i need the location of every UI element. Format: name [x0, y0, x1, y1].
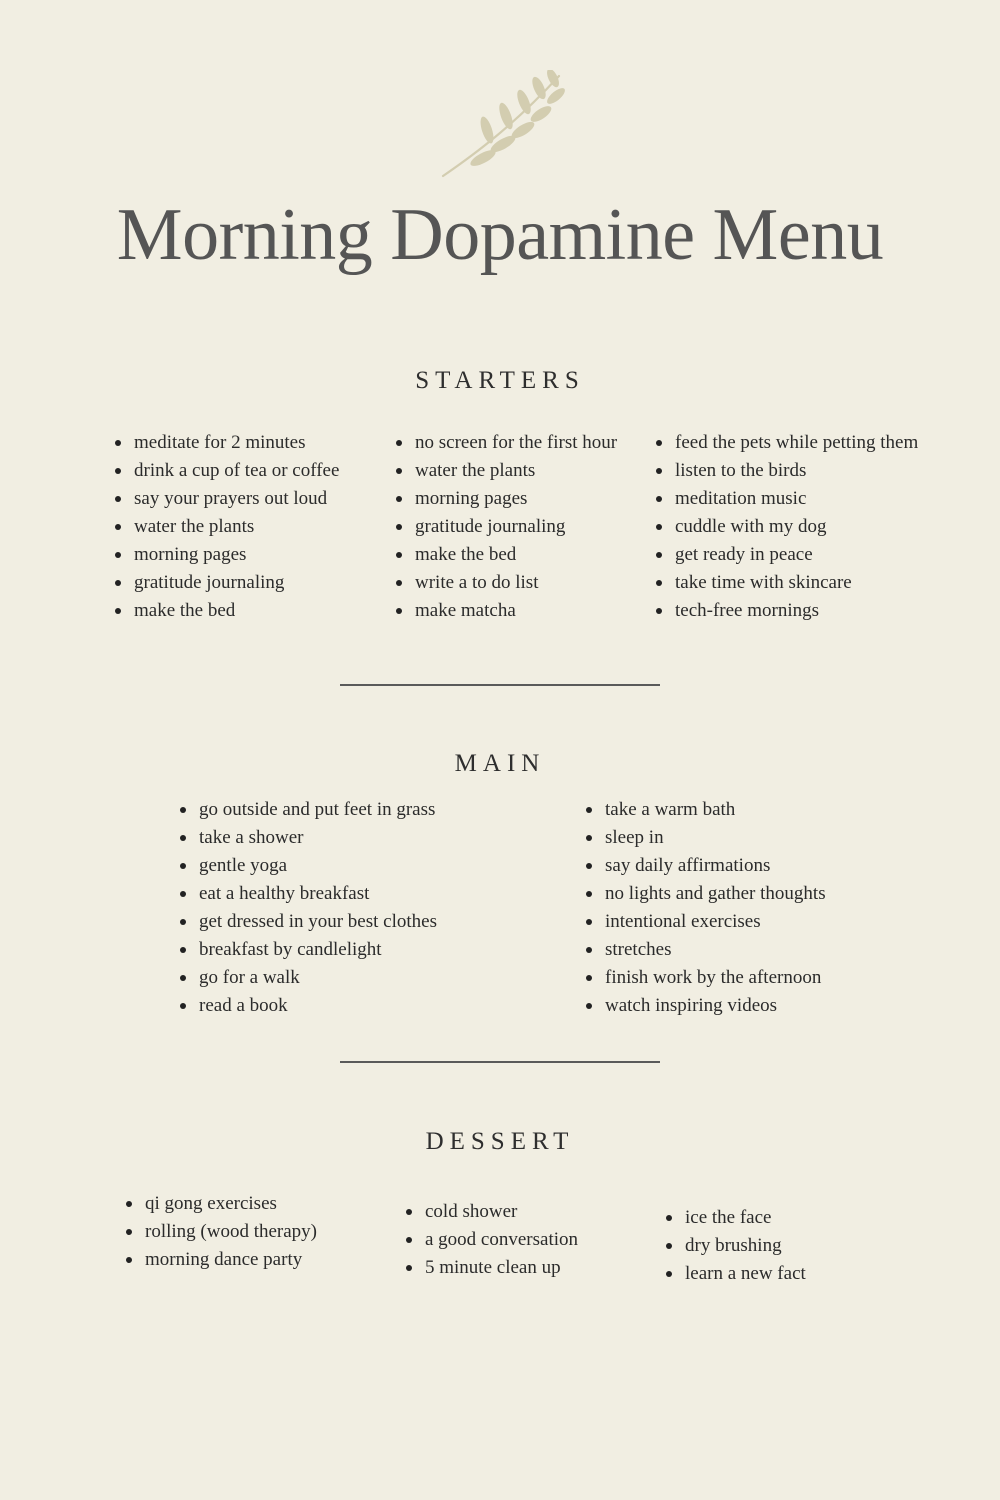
starters-list: [115, 429, 339, 625]
bullet-icon: [656, 440, 662, 446]
list-item: [180, 880, 437, 908]
list-item: [126, 1246, 317, 1274]
list-item: [115, 569, 339, 597]
list-item: [180, 992, 437, 1020]
list-item-text: rolling (wood therapy): [145, 1221, 318, 1242]
list-item: [656, 485, 918, 513]
list-item-text: 5 minute clean up: [425, 1257, 561, 1278]
list-item-text: go outside and put feet in grass: [199, 799, 436, 820]
list-item: [180, 796, 437, 824]
list-item: [406, 1254, 578, 1282]
list-item-text: eat a healthy breakfast: [199, 883, 370, 904]
list-item-text: no screen for the first hour: [415, 432, 618, 453]
starters-list: [656, 429, 918, 625]
list-item: [115, 513, 339, 541]
bullet-icon: [586, 835, 592, 841]
bullet-icon: [126, 1201, 132, 1207]
bullet-icon: [396, 580, 402, 586]
list-item-text: read a book: [199, 995, 288, 1016]
list-item: [586, 824, 826, 852]
bullet-icon: [656, 552, 662, 558]
list-item-text: morning dance party: [145, 1249, 303, 1270]
starters-heading: STARTERS: [415, 367, 585, 394]
list-item-text: say daily affirmations: [605, 855, 771, 876]
list-item: [126, 1218, 317, 1246]
list-item-text: no lights and gather thoughts: [605, 883, 826, 904]
list-item-text: qi gong exercises: [145, 1193, 277, 1214]
list-item-text: dry brushing: [685, 1235, 782, 1256]
list-item: [115, 541, 339, 569]
list-item-text: water the plants: [134, 516, 255, 537]
list-item: [586, 880, 826, 908]
list-item-text: meditation music: [675, 488, 807, 509]
list-item: [396, 597, 617, 625]
bullet-icon: [180, 1003, 186, 1009]
bullet-icon: [396, 468, 402, 474]
list-item-text: cuddle with my dog: [675, 516, 827, 537]
list-item: [180, 852, 437, 880]
list-item-text: a good conversation: [425, 1229, 579, 1250]
bullet-icon: [180, 835, 186, 841]
bullet-icon: [115, 580, 121, 586]
bullet-icon: [180, 975, 186, 981]
list-item: [656, 429, 918, 457]
list-item-text: gratitude journaling: [134, 572, 285, 593]
list-item-text: stretches: [605, 939, 672, 960]
bullet-icon: [586, 863, 592, 869]
list-item-text: drink a cup of tea or coffee: [134, 460, 340, 481]
bullet-icon: [656, 468, 662, 474]
list-item: [406, 1226, 578, 1254]
list-item-text: make matcha: [415, 600, 516, 621]
dessert-list: [666, 1204, 806, 1288]
bullet-icon: [586, 975, 592, 981]
list-item: [396, 569, 617, 597]
list-item: [586, 908, 826, 936]
bullet-icon: [586, 807, 592, 813]
list-item: [180, 936, 437, 964]
bullet-icon: [396, 496, 402, 502]
list-item-text: take a shower: [199, 827, 304, 848]
list-item-text: watch inspiring videos: [605, 995, 778, 1016]
list-item: [115, 597, 339, 625]
bullet-icon: [656, 608, 662, 614]
list-item-text: write a to do list: [415, 572, 539, 593]
bullet-icon: [396, 552, 402, 558]
list-item-text: meditate for 2 minutes: [134, 432, 306, 453]
list-item-text: say your prayers out loud: [134, 488, 328, 509]
list-item: [180, 964, 437, 992]
list-item: [396, 429, 617, 457]
list-item: [656, 457, 918, 485]
list-item-text: ice the face: [685, 1207, 772, 1228]
bullet-icon: [115, 552, 121, 558]
bullet-icon: [180, 807, 186, 813]
list-item: [586, 852, 826, 880]
list-item: [396, 485, 617, 513]
bullet-icon: [406, 1237, 412, 1243]
list-item-text: take a warm bath: [605, 799, 736, 820]
bullet-icon: [586, 891, 592, 897]
bullet-icon: [656, 496, 662, 502]
bullet-icon: [586, 919, 592, 925]
list-item: [115, 457, 339, 485]
list-item-text: gentle yoga: [199, 855, 288, 876]
bullet-icon: [180, 919, 186, 925]
list-item-text: get ready in peace: [675, 544, 813, 565]
list-item-text: go for a walk: [199, 967, 300, 988]
bullet-icon: [656, 524, 662, 530]
list-item-text: intentional exercises: [605, 911, 761, 932]
list-item-text: morning pages: [134, 544, 247, 565]
list-item: [115, 429, 339, 457]
bullet-icon: [126, 1257, 132, 1263]
dessert-list: [406, 1198, 578, 1282]
list-item: [586, 796, 826, 824]
list-item-text: finish work by the afternoon: [605, 967, 822, 988]
list-item-text: listen to the birds: [675, 460, 807, 481]
bullet-icon: [586, 947, 592, 953]
list-item-text: cold shower: [425, 1201, 518, 1222]
bullet-icon: [666, 1243, 672, 1249]
list-item: [656, 597, 918, 625]
page-title: Morning Dopamine Menu: [116, 194, 884, 276]
list-item: [396, 513, 617, 541]
bullet-icon: [406, 1265, 412, 1271]
section-divider: [340, 1061, 660, 1063]
list-item-text: learn a new fact: [685, 1263, 806, 1284]
list-item: [586, 964, 826, 992]
list-item: [180, 824, 437, 852]
bullet-icon: [115, 608, 121, 614]
bullet-icon: [666, 1271, 672, 1277]
section-divider: [340, 684, 660, 686]
list-item-text: sleep in: [605, 827, 664, 848]
bullet-icon: [115, 440, 121, 446]
bullet-icon: [586, 1003, 592, 1009]
bullet-icon: [666, 1215, 672, 1221]
list-item: [656, 569, 918, 597]
bullet-icon: [115, 468, 121, 474]
bullet-icon: [406, 1209, 412, 1215]
list-item: [666, 1204, 806, 1232]
list-item: [666, 1260, 806, 1288]
list-item: [126, 1190, 317, 1218]
starters-list: [396, 429, 617, 625]
main-list: [586, 796, 826, 1020]
main-heading: MAIN: [454, 750, 546, 777]
list-item-text: water the plants: [415, 460, 536, 481]
olive-branch-icon: [435, 70, 570, 182]
dessert-heading: DESSERT: [425, 1128, 575, 1155]
list-item-text: get dressed in your best clothes: [199, 911, 437, 932]
list-item: [586, 992, 826, 1020]
bullet-icon: [126, 1229, 132, 1235]
list-item-text: make the bed: [134, 600, 236, 621]
list-item-text: breakfast by candlelight: [199, 939, 382, 960]
bullet-icon: [115, 524, 121, 530]
main-list: [180, 796, 437, 1020]
bullet-icon: [396, 524, 402, 530]
list-item: [656, 541, 918, 569]
bullet-icon: [115, 496, 121, 502]
list-item: [406, 1198, 578, 1226]
list-item-text: feed the pets while petting them: [675, 432, 919, 453]
bullet-icon: [656, 580, 662, 586]
bullet-icon: [180, 891, 186, 897]
list-item: [396, 541, 617, 569]
list-item-text: take time with skincare: [675, 572, 852, 593]
list-item: [115, 485, 339, 513]
list-item-text: tech-free mornings: [675, 600, 820, 621]
list-item: [586, 936, 826, 964]
bullet-icon: [396, 608, 402, 614]
list-item-text: make the bed: [415, 544, 517, 565]
bullet-icon: [180, 863, 186, 869]
list-item: [656, 513, 918, 541]
bullet-icon: [180, 947, 186, 953]
bullet-icon: [396, 440, 402, 446]
dessert-list: [126, 1190, 317, 1274]
list-item: [396, 457, 617, 485]
list-item: [666, 1232, 806, 1260]
list-item-text: gratitude journaling: [415, 516, 566, 537]
list-item: [180, 908, 437, 936]
list-item-text: morning pages: [415, 488, 528, 509]
